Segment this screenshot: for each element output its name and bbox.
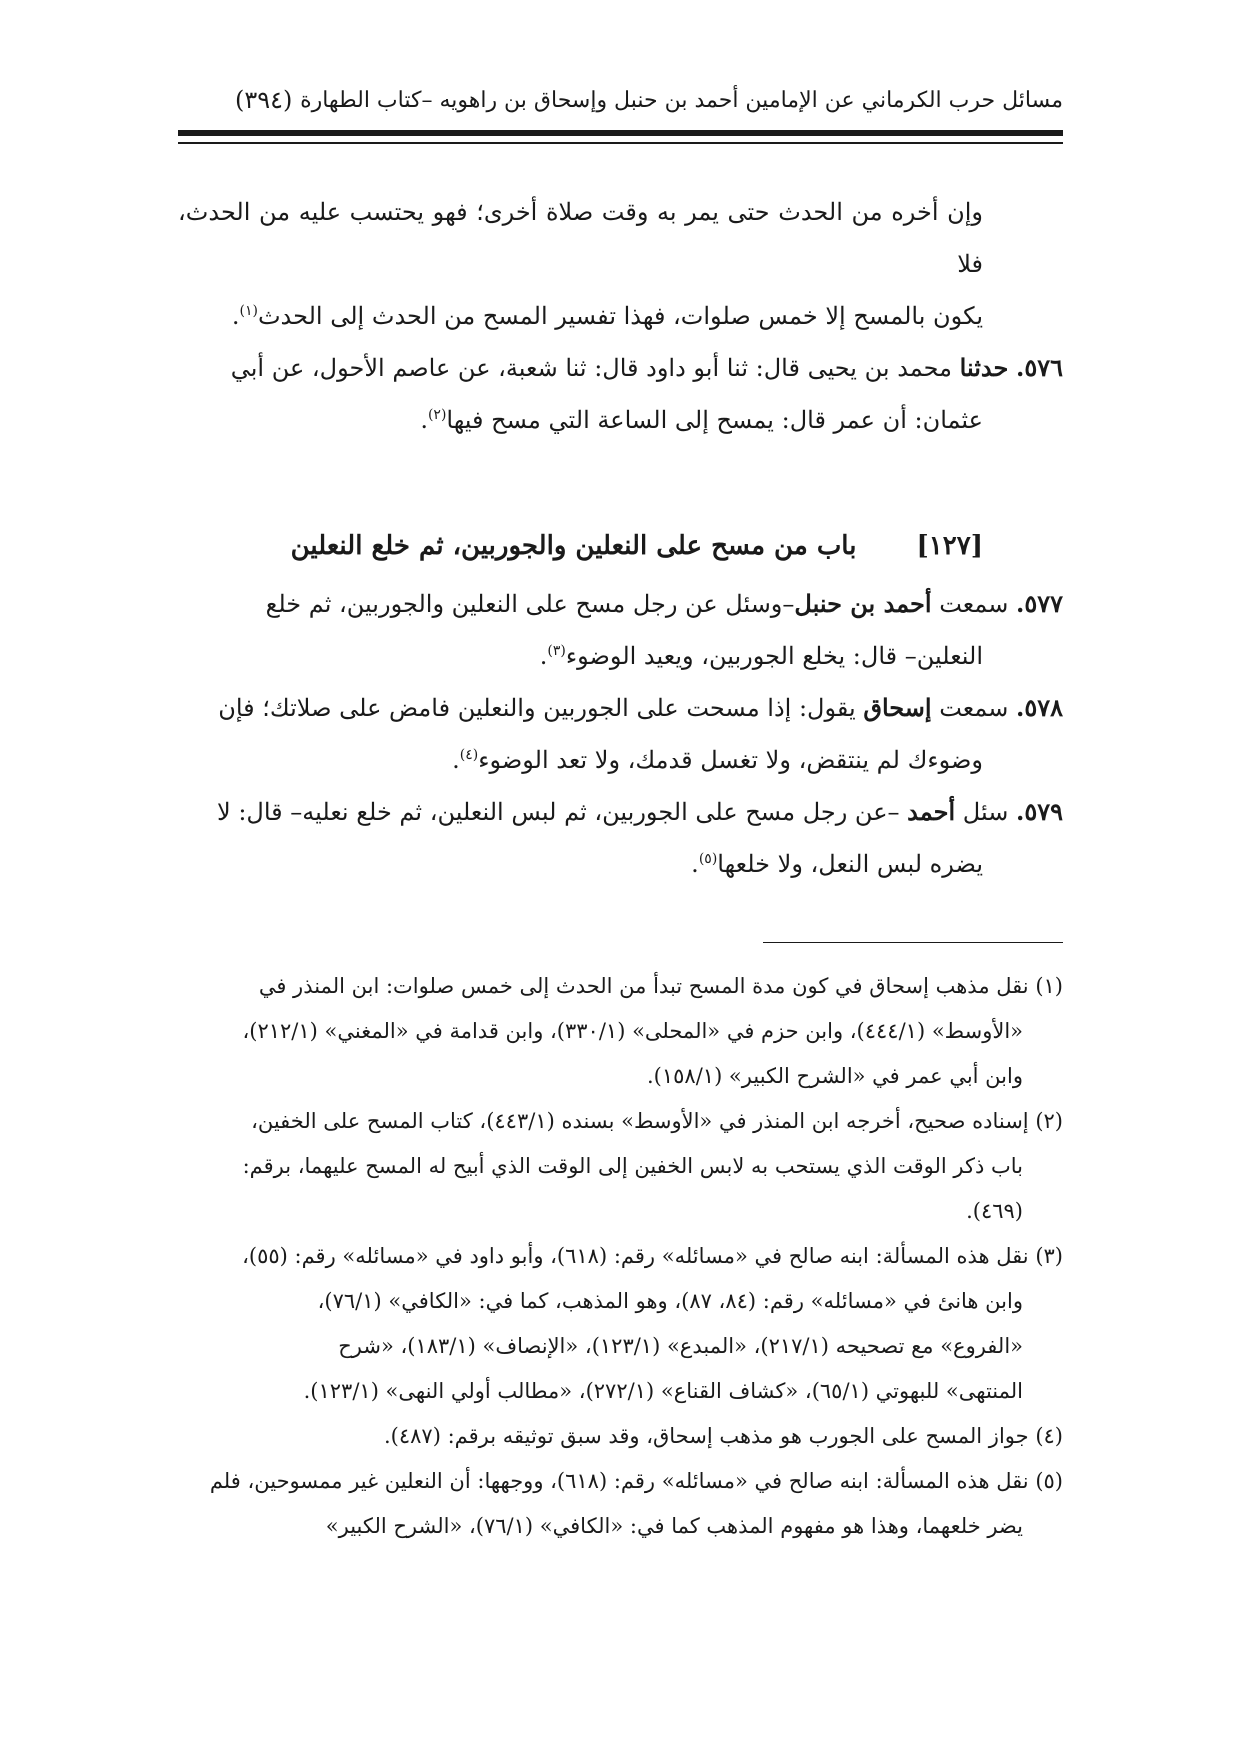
footnote-line: نقل هذه المسألة: ابنه صالح في «مسائله» رقم: (٦١٨)، ووجهها: أن النعلين غير ممسوحين، فلم xyxy=(209,1469,1029,1493)
entry-text-2: وضوءك لم ينتقض، ولا تغسل قدمك، ولا تعد الوضوء xyxy=(478,746,983,774)
entry-number: ٥٧٨. xyxy=(1015,693,1063,722)
footnote-line: نقل مذهب إسحاق في كون مدة المسح تبدأ من الحدث إلى خمس صلوات: ابن المنذر في xyxy=(258,974,1029,998)
footnote-line: يضر خلعهما، وهذا هو مفهوم المذهب كما في: «الكافي» (٧٦/١)، «الشرح الكبير» xyxy=(325,1514,1023,1538)
section-heading xyxy=(178,520,1063,572)
running-header xyxy=(235,82,1063,118)
footnote-line: «الأوسط» (٤٤٤/١)، وابن حزم في «المحلى» (٣٣٠/١)، وابن قدامة في «المغني» (٢١٢/١)، xyxy=(242,1019,1023,1043)
header-rule-thin xyxy=(178,142,1063,144)
entry-authority: أحمد xyxy=(907,797,956,826)
footnote-line: وابن أبي عمر في «الشرح الكبير» (١٥٨/١). xyxy=(646,1064,1023,1088)
entry-authority: إسحاق xyxy=(863,693,932,722)
page-number: (٣٩٤) xyxy=(235,86,293,114)
entry-pre: سمعت xyxy=(939,694,1009,722)
footnote-line: جواز المسح على الجورب هو مذهب إسحاق، وقد سبق توثيقه برقم: (٤٨٧). xyxy=(384,1424,1029,1448)
intro-line-2: يكون بالمسح إلا خمس صلوات، فهذا تفسير المسح من الحدث إلى الحدث xyxy=(257,302,983,330)
entry-pre: سئل xyxy=(962,798,1009,826)
footnote-ref-2[interactable]: (٢) xyxy=(427,407,447,423)
entry-text-1: محمد بن يحيى قال: ثنا أبو داود قال: ثنا شعبة، عن عاصم الأحول، عن أبي xyxy=(230,354,953,382)
footnote-label: (٤) xyxy=(1035,1424,1063,1448)
entry-pre: سمعت xyxy=(939,590,1009,618)
footnote-3 xyxy=(178,1234,1063,1414)
entry-text-2: عثمان: أن عمر قال: يمسح إلى الساعة التي مسح فيها xyxy=(446,406,983,434)
footnote-line: نقل هذه المسألة: ابنه صالح في «مسائله» رقم: (٦١٨)، وأبو داود في «مسائله» رقم: (٥٥)، xyxy=(242,1244,1029,1268)
entry-579: ٥٧٩. سئل أحمد –عن رجل مسح على الجوربين، ثم لبس النعلين، ثم خلع نعليه– قال: لا يضره لبس النعل، ولا خلعها$^{(٥)}$. xyxy=(217,797,1063,878)
footnote-ref-4[interactable]: (٤) xyxy=(459,747,479,763)
entry-576: ٥٧٦. حدثنا محمد بن يحيى قال: ثنا أبو داود قال: ثنا شعبة، عن عاصم الأحول، عن أبي عثمان: أن عمر قال: يمسح إلى الساعة التي مسح فيها$^{(٢)}$. xyxy=(230,353,1063,434)
footnote-ref-1[interactable]: (١) xyxy=(239,303,258,319)
footnotes xyxy=(178,964,1063,1549)
entry-number: ٥٧٦. xyxy=(1015,353,1063,382)
footnote-label: (٣) xyxy=(1035,1244,1063,1268)
entry-text-2: يضره لبس النعل، ولا خلعها xyxy=(717,850,983,878)
entry-text-2: النعلين– قال: يخلع الجوربين، ويعيد الوضوء xyxy=(565,642,983,670)
header-title: مسائل حرب الكرماني عن الإمامين أحمد بن حنبل وإسحاق بن راهويه –كتاب الطهارة xyxy=(300,87,1063,113)
footnote-4 xyxy=(178,1414,1063,1459)
footnote-ref-3[interactable]: (٣) xyxy=(547,643,566,659)
entry-text-1: يقول: إذا مسحت على الجوربين والنعلين فامض على صلاتك؛ فإن xyxy=(218,694,856,722)
section-title: باب من مسح على النعلين والجوربين، ثم خلع النعلين xyxy=(290,531,857,561)
intro-line-1: وإن أخره من الحدث حتى يمر به وقت صلاة أخرى؛ فهو يحتسب عليه من الحدث، فلا xyxy=(178,198,983,278)
entry-number: ٥٧٩. xyxy=(1015,797,1063,826)
section-number: [١٢٧] xyxy=(916,531,983,561)
footnote-2 xyxy=(178,1099,1063,1234)
intro-paragraph: وإن أخره من الحدث حتى يمر به وقت صلاة أخرى؛ فهو يحتسب عليه من الحدث، فلا يكون بالمسح إلا خمس صلوات، فهذا تفسير المسح من الحدث إلى الحدث$^{(١)}$. xyxy=(178,198,983,330)
entry-authority: أحمد بن حنبل xyxy=(794,589,932,618)
footnote-label: (٥) xyxy=(1035,1469,1063,1493)
footnote-label: (١) xyxy=(1035,974,1063,998)
entry-text-1: –وسئل عن رجل مسح على النعلين والجوربين، ثم خلع xyxy=(265,590,795,618)
main-text xyxy=(178,186,1063,890)
entry-lead: حدثنا xyxy=(959,353,1009,382)
entry-number: ٥٧٧. xyxy=(1015,589,1063,618)
header-rule-thick xyxy=(178,130,1063,136)
footnote-5 xyxy=(178,1459,1063,1549)
footnote-1 xyxy=(178,964,1063,1099)
footnote-line: باب ذكر الوقت الذي يستحب به لابس الخفين إلى الوقت الذي أبيح له المسح عليهما، برقم: xyxy=(242,1154,1023,1178)
entry-text-1: –عن رجل مسح على الجوربين، ثم لبس النعلين، ثم خلع نعليه– قال: لا xyxy=(217,798,900,826)
footnote-ref-5[interactable]: (٥) xyxy=(698,851,718,867)
footnote-line: المنتهى» للبهوتي (٦٥/١)، «كشاف القناع» (٢٧٢/١)، «مطالب أولي النهى» (١٢٣/١). xyxy=(303,1379,1023,1403)
footnote-line: «الفروع» مع تصحيحه (٢١٧/١)، «المبدع» (١٢٣/١)، «الإنصاف» (١٨٣/١)، «شرح xyxy=(338,1334,1023,1358)
footnote-separator xyxy=(763,942,1063,943)
entry-578: ٥٧٨. سمعت إسحاق يقول: إذا مسحت على الجوربين والنعلين فامض على صلاتك؛ فإن وضوءك لم ينتقض، ولا تغسل قدمك، ولا تعد الوضوء$^{(٤)}$. xyxy=(218,693,1063,774)
footnote-label: (٢) xyxy=(1035,1109,1063,1133)
footnote-line: (٤٦٩). xyxy=(966,1199,1023,1223)
footnote-line: وابن هانئ في «مسائله» رقم: (٨٤، ٨٧)، وهو المذهب، كما في: «الكافي» (٧٦/١)، xyxy=(317,1289,1023,1313)
footnote-line: إسناده صحيح، أخرجه ابن المنذر في «الأوسط» بسنده (٤٤٣/١)، كتاب المسح على الخفين، xyxy=(251,1109,1029,1133)
entry-577: ٥٧٧. سمعت أحمد بن حنبل–وسئل عن رجل مسح على النعلين والجوربين، ثم خلع النعلين– قال: يخلع الجوربين، ويعيد الوضوء$^{(٣)}$. xyxy=(265,589,1063,670)
